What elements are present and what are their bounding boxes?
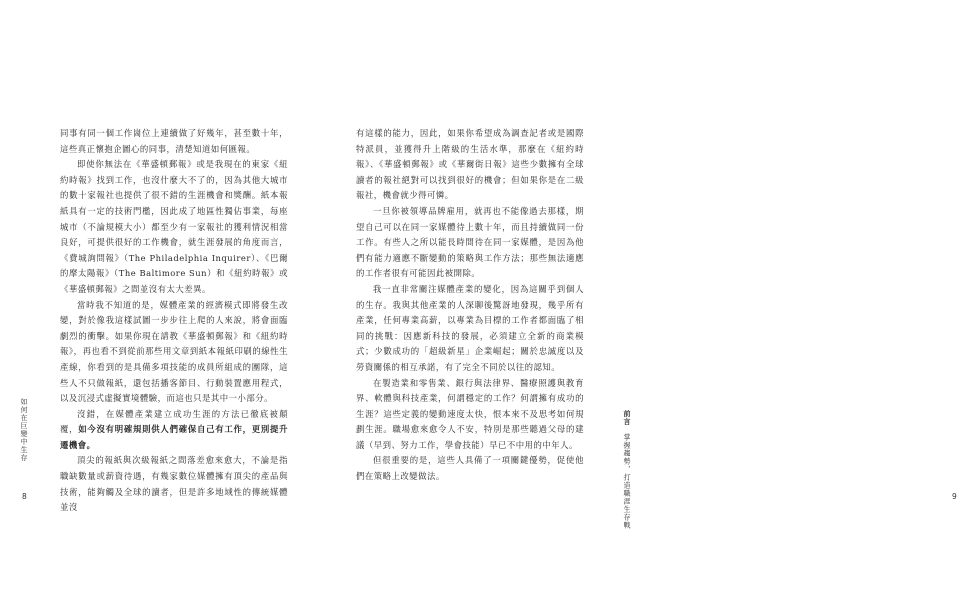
left-paragraph-4-text: 沒錯，在媒體產業建立成功生涯的方法已徹底被顛覆，	[60, 408, 288, 435]
right-running-chapter: 前言	[623, 410, 631, 426]
right-paragraph-2: 一旦你被領導品牌雇用，就再也不能像過去那樣，期望自己可以在同一家媒體待上數十年，而且持續做同一份工作。有些人之所以能長時間待在同一家媒體，是因為他們有能力適應不斷變動的策略與工作方法；那些無法適應的工作者很有可能因此被開除。	[356, 205, 584, 279]
right-page	[328, 0, 957, 609]
left-running-title: 如何在巨變中生存	[20, 398, 28, 462]
right-body-text	[356, 126, 584, 485]
left-paragraph-4	[60, 407, 288, 454]
left-paragraph-2: 即使你無法在《華盛頓郵報》或是我現在的東家《紐約時報》找到工作，也沒什麼大不了的，因為其他大城市的數十家報社也提供了很不錯的生涯機會和獎酬。紙本報紙具有一定的技術門檻，因此成了地區性獨佔事業，每座城市（不論規模大小）都至少有一家報社的獲利情況相當良好，可提供很好的工作機會，就生涯發展的角度而言，《費城詢問報》（The Philadelphia Inquirer）、《巴爾的摩太陽報》（The Baltimore Sun）和《紐約時報》或《華盛頓郵報》之間並沒有太大差異。	[60, 159, 288, 294]
right-page-number: 9	[952, 492, 957, 501]
left-page	[0, 0, 327, 609]
left-paragraph-4-emphasis: 如今沒有明確規則供人們確保自己有工作，更別提升遷機會。	[60, 424, 289, 450]
right-running-title	[622, 410, 632, 529]
right-paragraph-3: 我一直非常關注媒體產業的變化，因為這關乎到個人的生存。我與其他產業的人深聊後驚訝地發現，幾乎所有產業，任何專業高薪，以專業為目標的工作者都面臨了相同的挑戰：因應新科技的發展，必須建立全新的商業模式；少數成功的「超級新星」企業崛起；關於忠誠度以及勞資關係的相互承諾，有了完全不同於以往的認知。	[356, 283, 584, 372]
left-page-number: 8	[22, 492, 27, 501]
right-paragraph-4: 在製造業和零售業、銀行與法律界、醫療照護與教育界、軟體與科技產業，何謂穩定的工作？何謂擁有成功的生涯？這些定義的變動速度太快，恨本來不及思考如何規劃生涯。職場愈來愈令人不安，特別是那些聽過父母的建議（早到、努力工作，學會技能）早已不中用的中年人。	[356, 377, 584, 450]
right-running-subtitle: 掌握趨勢，打造職涯生存戰	[623, 433, 631, 530]
right-paragraph-1: 有這樣的能力，因此，如果你希望成為調查記者或是國際特派員，並獲得升上階級的生活水準，那麼在《紐約時報》、《華盛頓郵報》或《華爾街日報》這些少數擁有全球讀者的報社絕對可以找到很好的機會；但如果你是在二級報社，機會就少得可憐。	[356, 128, 584, 201]
left-body-text	[60, 126, 288, 516]
left-paragraph-5: 頂尖的報紙與次級報紙之間落差愈來愈大，不論是指職缺數量或薪資待遇，有幾家數位媒體擁有頂尖的產品與技術，能夠觸及全球的讀者，但是許多地域性的傳統媒體並沒	[60, 455, 288, 513]
left-paragraph-1: 同事有同一個工作崗位上連續做了好幾年，甚至數十年，這些真正懷抱企圖心的同事，清楚知道如何匯報。	[60, 128, 288, 154]
left-paragraph-3: 當時我不知道的是，媒體產業的經濟模式即將發生改變，對於像我這樣試圖一步步往上爬的人來說，將會面臨劇烈的衝擊。如果你現在請教《華盛頓郵報》和《紐約時報》，再也看不到從前那些用文章到紙本報紙印刷的線性生產線，你看到的是具備多項技能的成員所組成的團隊，這些人不只做報紙，還包括播客節目、行動裝置應用程式，以及沉浸式虛擬實境體驗，而這也只是其中一小部分。	[60, 299, 288, 404]
right-paragraph-5: 但很重要的是，這些人具備了一項關鍵優勢，促使他們在策略上改變做法。	[356, 455, 584, 482]
